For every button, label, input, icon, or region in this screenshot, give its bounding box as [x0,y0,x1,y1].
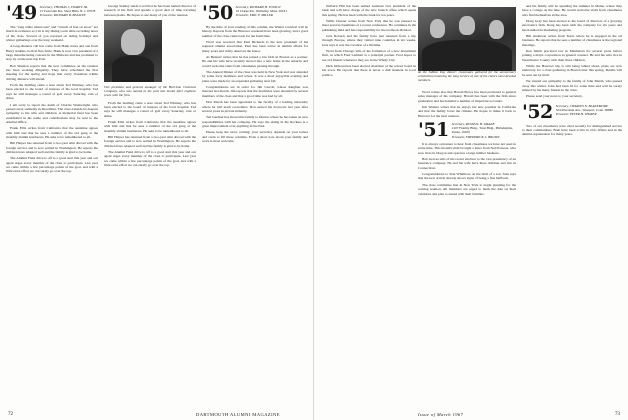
secretary-address: 2107 Fidelity Bldg., Trust Bldg., Philadelphia, Penna. 19109 [451,126,513,135]
paragraph: and his family will be spending the summer in Maine, where they have a cottage on the lake. He would welcome visits from classmates who find themselves in the area. [522,4,622,17]
treasurer: Treasurer, RICHARD B. BEASLEY [39,13,86,18]
paragraph: Bob Graves tells of his recent election to the vice presidency of an insurance company. He and his wife have three children and live in Connecticut. [418,157,516,170]
paragraph: Ken Smith practiced law in Manhattan for several years before joining a major corporation as general counsel. He and his wife live in Westchester County with their three children. [522,49,622,62]
paragraph: Bill Harper has returned from a two-year stint abroad with the foreign service and is now settled in Washington. He reports the children have adapted well and the family is glad to be home. [104,135,196,148]
paragraph: Al Bennett writes that he has joined a law firm in Boston as a partner. He and his wife have recently moved into a new home in the suburbs and would welcome visits from classmates passing through. [202,55,308,68]
photo-caption: At the Jubilee Day dinner: classmates gathered for the anniversary celebration honoring the long service of one of the class's most devoted members. [418,70,516,83]
paragraph: Bill Harper has returned from a two-year stint abroad with the foreign service and is now settled in Washington. He reports the children have adapted well and the family is glad to be home. [6,141,98,154]
secretary-block [556,103,613,117]
paragraph: The class committee met in New York to begin planning for the coming reunion. All members are urged to mark the date on their calendars and plan to attend with their families. [418,182,516,196]
paragraph: Bill Anderson writes from Texas where he is engaged in the oil business. He reports that he sees a number of classmates at the regional meetings. [522,34,622,47]
secretary: Secretary, RICHARD H. TOOK II [235,5,281,9]
paragraph: George Stanley sends word that he has been named director of research at his firm and spends a good deal of time traveling between plants. He hopes to see many of you at the reunion. [104,4,196,17]
paragraph: The Annual Dinner of the class was held in New York and was attended by some forty members and wives. It was a most enjoyable evening and plans were made for an expanded gathering next fall. [202,70,308,83]
paragraph: Don Marsh has been appointed to the faculty of a leading university where he will teach economics. Don earned his doctorate last year after several years in private industry. [202,100,308,113]
photo-caption: Vice president and general manager of the Harrison Chemical Company, who was named to the post last month after eighteen years with the firm. [104,85,196,98]
paragraph: Jack Roberts and his family have just returned from a trip through Europe, where they visited nine countries in six weeks. Jack says it was the vacation of a lifetime. [322,34,416,47]
secretary-address: 324 Riverside Ave., Westport, Conn. 06880 [555,107,613,112]
paragraph: Willis Chester writes from New York that he was pleased to meet several classmates at a recent conference. He continues in the publishing field and has responsibility for the textbook division. [322,19,416,32]
paragraph: Please send your news to your secretary. [526,94,583,99]
treasurer: Treasurer, FREDERICK L. BROWN [451,134,500,139]
right-column-1 [322,4,416,404]
secretary-address: 15 Twin Oak Rd., Short Hills, N. J. 07078 [39,9,96,14]
paragraph: From the mailbag came a note about Ted Whitney, who has been elected to the board of trustees of his local hospital. Ted says he still manages a round of golf every Saturday, rain or shine. [104,100,196,118]
treasurer: Treasurer, ERIC F. MILLER [235,13,273,18]
secretary-address: 16 Clarke Rd., Wellesley, Mass. 02181 [235,9,287,14]
page-number: 73 [615,412,620,417]
paragraph: I am sorry to report the death of Charles Wainwright, who passed away suddenly in December. The class extends its deepest sympathy to his wife and children. A memorial fund has been established in his name and contributions may be sent to the Alumni Office. [6,102,98,124]
paragraph: Word comes also that Harold Pierce has been promoted to general sales manager of his company. Harold has been with the firm since graduation and has handled a number of important accounts. [418,90,516,103]
paragraph: Please keep the news coming; your secretary depends on your letters and cards to fill these columns. Even a short note about your family and work is most welcome. [202,130,308,143]
portrait-photo [104,20,162,82]
secretary-block [236,4,287,18]
paragraph: We extend our sympathy to the family of John Marsh, who passed away this winter. John had been ill for some time and will be sorely missed by his many friends in the class. [522,79,622,92]
secretary-block [40,4,95,18]
class-year: '50 [202,4,233,24]
paragraph: While the Hanover trip is still being talked about, plans are now underway for a class gathering in Boston later this spring. Details will be sent out by mail. [522,64,622,77]
left-column-3 [202,4,308,404]
issue-footer: Issue of March 1967 [418,412,464,417]
left-column-2 [104,4,196,404]
secretary: Secretary, THOMAS J. SWARTZ JR. [39,5,88,9]
right-column-3 [522,4,622,404]
paragraph: Bob Sheldon reports that the new committee on the reunion has been working diligently. They have scheduled the first meeting for the spring and hope that every classmate within driving distance will attend. [6,63,98,81]
paragraph: Word from Chicago tells of the formation of a new investment firm, in which Fred Lambert is a principal partner. Fred hopes to see old friends whenever they are in the Windy City. [322,49,416,62]
class-49-header [6,4,98,22]
treasurer: Treasurer, PETER H. THAYER [555,111,597,116]
paragraph: The Alumni Fund drive is off to a good start this year and our agent urges every member of the class to participate. Last year we came within a few percentage points of the goal, and with a little extra effort we can surely go over the top. [6,156,98,174]
right-page [314,0,628,420]
secretary-block [452,121,516,139]
paragraph: Frank Ellis writes from California that the sunshine agrees with him and that he sees a number of the old gang at the monthly alumni luncheons. He asks to be remembered to all. [6,126,98,139]
left-column-1 [6,4,98,404]
class-50-header [202,4,308,22]
paragraph: By the time of your reading of this column, the Winter Carnival will be history. Reports from the Hanover weekend have been glowing, and a good number of the class came back for the festivities. [202,25,308,38]
paragraph: It is always a pleasure to hear from classmates we have not seen in some time. This month's mail brought a letter from Ned Parsons, who now lives in Oregon and operates a large lumber business. [418,142,516,155]
paragraph: The "long white afternoons" and "crunch of feet on snow" are much in evidence as I sit at my dining room table recording news of the class. Several of you reported on skiing holidays and winter gatherings over the long weekend. [6,25,98,43]
paragraph: Doug Gray has been elected to the board of directors of a growing electronics firm. Doug has been with the company for six years and has handled its marketing program. [522,19,622,32]
class-year: '52 [522,100,553,123]
paragraph: Jim Walters writes that he enjoys his new position in California and that the family loves the climate. He hopes to make it back to Hanover for the next reunion. [418,105,516,118]
paragraph: Congratulations to Stan Whitmore on the birth of a son. Stan says that the new arrival already shows signs of being a fine halfback. [418,172,516,181]
page-number: 72 [8,412,13,417]
paragraph: Frank Ellis writes from California that the sunshine agrees with him and that he sees a number of the old gang at the monthly alumni luncheons. He asks to be remembered to all. [104,120,196,133]
secretary: Secretary, CHARLES N. BLAKEMORE [555,103,608,108]
paragraph: Dick Ormond has been elected chairman of the school board in his town. He reports that there is never a dull moment in local politics. [322,64,416,77]
paragraph: Ted Gardner has moved his family to Denver where he has taken on new responsibilities with his company. He says the skiing in the Rockies is a great improvement over anything in the East. [202,115,308,128]
magazine-footer: DARTMOUTH ALUMNI MAGAZINE [196,412,280,417]
group-photo [418,7,516,71]
paragraph: The Alumni Fund drive is off to a good start this year and our agent urges every member of the class to participate. Last year we came within a few percentage points of the goal, and with a little extra effort we can surely go over the top. [104,150,196,168]
class-year: '51 [418,119,449,142]
paragraph: Congratulations are in order for Jim Carroll, whose daughter was married last month. Jim reports that the festivities were attended by several members of the class and that a good time was had by all. [202,85,308,98]
right-column-2 [418,90,516,404]
paragraph: From the mailbag came a note about Ted Whitney, who has been elected to the board of trustees of his local hospital. Ted says he still manages a round of golf every Saturday, rain or shine. [6,83,98,101]
class-51-header [418,119,516,142]
paragraph: A long-distance call has come from Hank Jones and one from Harry Jenkins, both in fine fettle. Hank is now vice president of a large manufacturing concern in the Midwest and has promised to stop by on his next trip East. [6,44,98,62]
paragraph: Nalburn Hill has been named assistant vice president of the bank and will have charge of the new branch office which opens this spring. He has been with the bank for ten years. [322,4,416,17]
class-year: '49 [6,4,37,24]
paragraph: Word was received that Paul Richards is the new president of his regional alumni association. Paul has been active in alumni affairs for many years and richly deserves the honor. [202,40,308,53]
secretary: Secretary, RUSSELL H. DRAKE [451,122,495,127]
class-52-header [522,100,622,123]
paragraph: Two of our classmates were cited recently for distinguished service to their communities. Both have been active in civic affairs and in the alumni organization for many years. [522,123,622,137]
